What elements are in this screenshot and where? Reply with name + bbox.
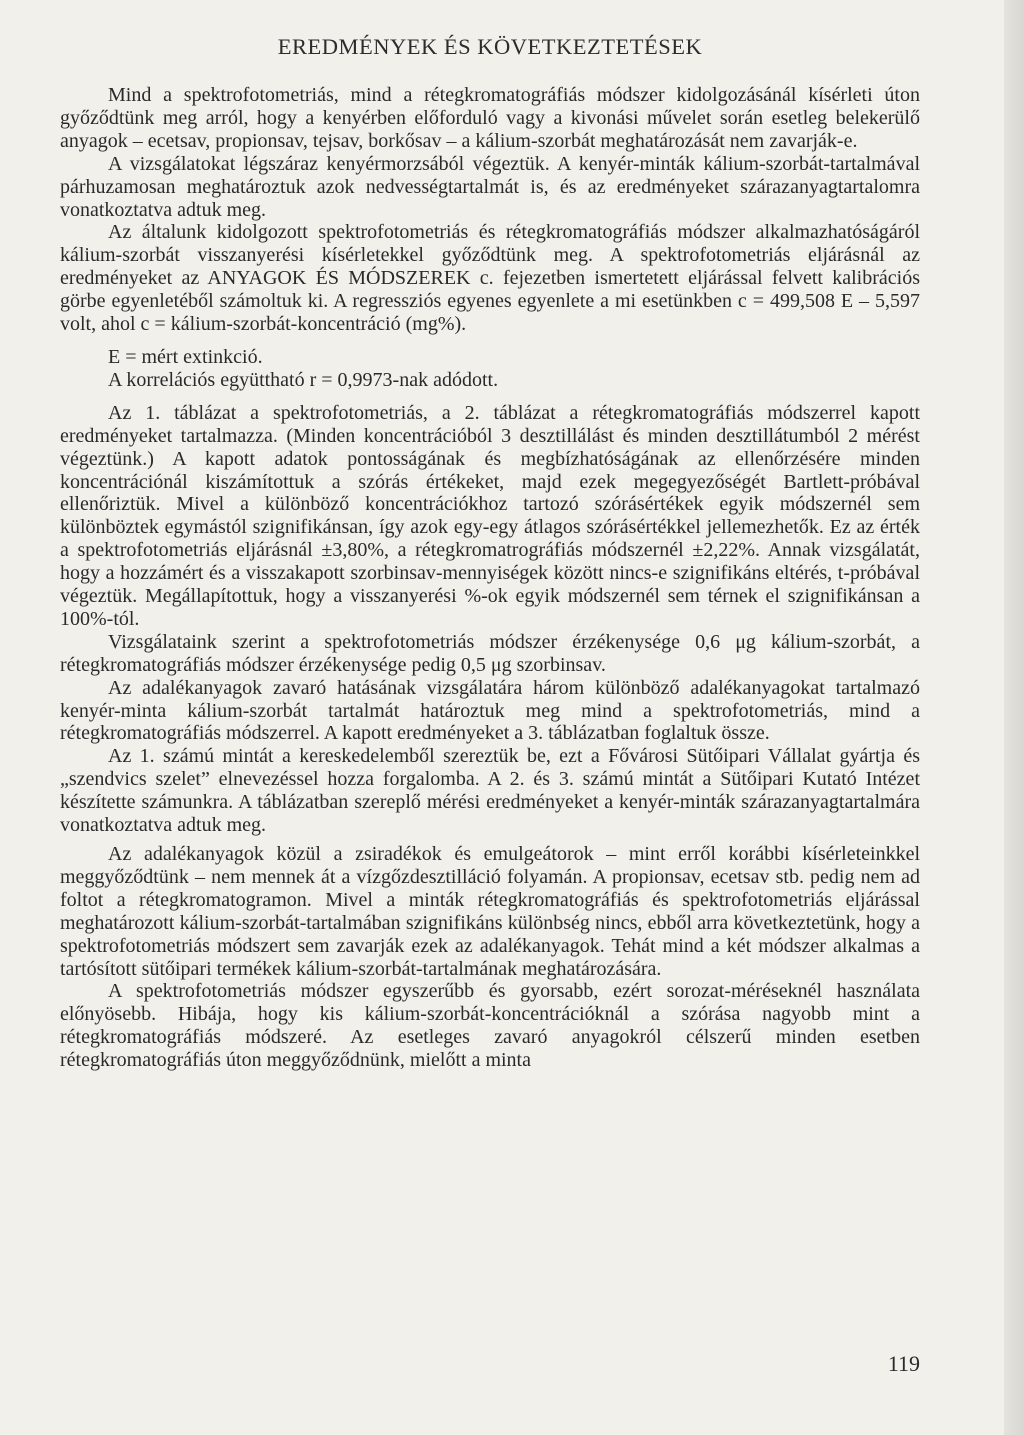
paragraph-recovery: Az általunk kidolgozott spektrofotometriás és rétegkromatográfiás módszer alkalmazhatóságáról kálium-szorbát visszanyerési kísérletekkel győződtünk meg. A spektrofotometriás eljárásnál az eredményeket az ANYAGOK ÉS MÓDSZEREK c. fejezetben ismertetett eljárással felvett kalibrációs görbe egyenletéből számoltuk ki. A regressziós egyenes egyenlete a mi esetünkben c = 499,508 E – 5,597 volt, ahol c = kálium-szorbát-koncentráció (mg%). [60,221,920,336]
paragraph-sensitivity: Vizsgálataink szerint a spektrofotometriás módszer érzékenysége 0,6 μg kálium-szorbát, a rétegkromatográfiás módszer érzékenysége pedig 0,5 μg szorbinsav. [60,630,920,676]
paragraph-samples: A vizsgálatokat légszáraz kenyérmorzsából végeztük. A kenyér-minták kálium-szorbát-tartalmával párhuzamosan meghatároztuk azok nedvességtartalmát is, és az eredményeket szárazanyagtartalomra vonatkoztatva adtuk meg. [60,152,920,221]
paragraph-additives: Az adalékanyagok zavaró hatásának vizsgálatára három különböző adalékanyagokat tartalmazó kenyér-minta kálium-szorbát tartalmát határoztuk meg mind a spektrofotometriás, mind a rétegkromatográfiás módszerrel. A kapott eredményeket a 3. táblázatban foglaltuk össze. [60,676,920,745]
paragraph-extinction: E = mért extinkció. [108,345,263,368]
body-text [60,84,920,1072]
paragraph-sample-origin: Az 1. számú mintát a kereskedelemből szereztük be, ezt a Fővárosi Sütőipari Vállalat gyártja és „szendvics szelet” elnevezéssel hozza forgalomba. A 2. és 3. számú mintát a Sütőipari Kutató Intézet készítette számunkra. A táblázatban szereplő mérési eredményeket a kenyér-minták szárazanyagtartalmára vonatkoztatva adtuk meg. [60,745,920,837]
paragraph-comparison: A spektrofotometriás módszer egyszerűbb és gyorsabb, ezért sorozat-méréseknél használata előnyösebb. Hibája, hogy kis kálium-szorbát-koncentrációknál a szórása nagyobb mint a rétegkromatográfiás módszeré. Az esetleges zavaró anyagokról célszerű minden esetben rétegkromatográfiás úton meggyőződnünk, mielőtt a minta [60,980,920,1072]
paragraph-methods-interference: Mind a spektrofotometriás, mind a rétegkromatográfiás módszer kidolgozásánál kísérleti úton győződtünk meg arról, hogy a kenyérben előforduló vagy a kivonási művelet során esetleg belekerülő anyagok – ecetsav, propionsav, tejsav, borkősav – a kálium-szorbát meghatározását nem zavarják-e. [60,84,920,152]
section-heading: EREDMÉNYEK ÉS KÖVETKEZTETÉSEK [277,34,703,59]
page-edge [1004,0,1024,1435]
page-number: 119 [887,1351,920,1376]
paragraph-tables: Az 1. táblázat a spektrofotometriás, a 2. táblázat a rétegkromatográfiás módszerrel kapott eredményeket tartalmazza. (Minden koncentrációból 3 desztillálást és minden desztillátumból 2 mérést végeztünk.) A kapott adatok pontosságának és megbízhatóságának az ellenőrzésére minden koncentrációnál kiszámítottuk a szórás értékeket, majd ezek megegyezőségét Bartlett-próbával ellenőriztük. Mivel a különböző koncentrációkhoz tartozó szórásértékek egyik módszernél sem különböztek egymástól szignifikánsan, így azok egy-egy átlagos szórásértékkel jellemezhetők. Ez az érték a spektrofotometriás eljárásnál ±3,80%, a rétegkromatrográfiás módszernél ±2,22%. Annak vizsgálatát, hogy a hozzámért és a visszakapott szorbinsav-mennyiségek között nincs-e szignifikáns eltérés, t-próbával végeztük. Megállapítottuk, hogy a visszanyerési %-ok egyik módszernél sem térnek el szignifikánsan a 100%-tól. [60,401,920,630]
paragraph-correlation: A korrelációs együttható r = 0,9973-nak adódott. [108,368,499,391]
paragraph-conclusion: Az adalékanyagok közül a zsiradékok és emulgeátorok – mint erről korábbi kísérleteinkkel meggyőződtünk – nem mennek át a vízgőzdesztilláció folyamán. A propionsav, ecetsav stb. pedig nem ad foltot a rétegkromatogramon. Mivel a minták rétegkromatográfiás és spektrofotometriás eljárással meghatározott kálium-szorbát-tartalmában szignifikáns különbség nincs, ebből arra következtetünk, hogy a spektrofotometriás módszert sem zavarják ezek az adalékanyagok. Tehát mind a két módszer alkalmas a tartósított sütőipari termékek kálium-szorbát-tartalmának meghatározására. [60,843,920,980]
